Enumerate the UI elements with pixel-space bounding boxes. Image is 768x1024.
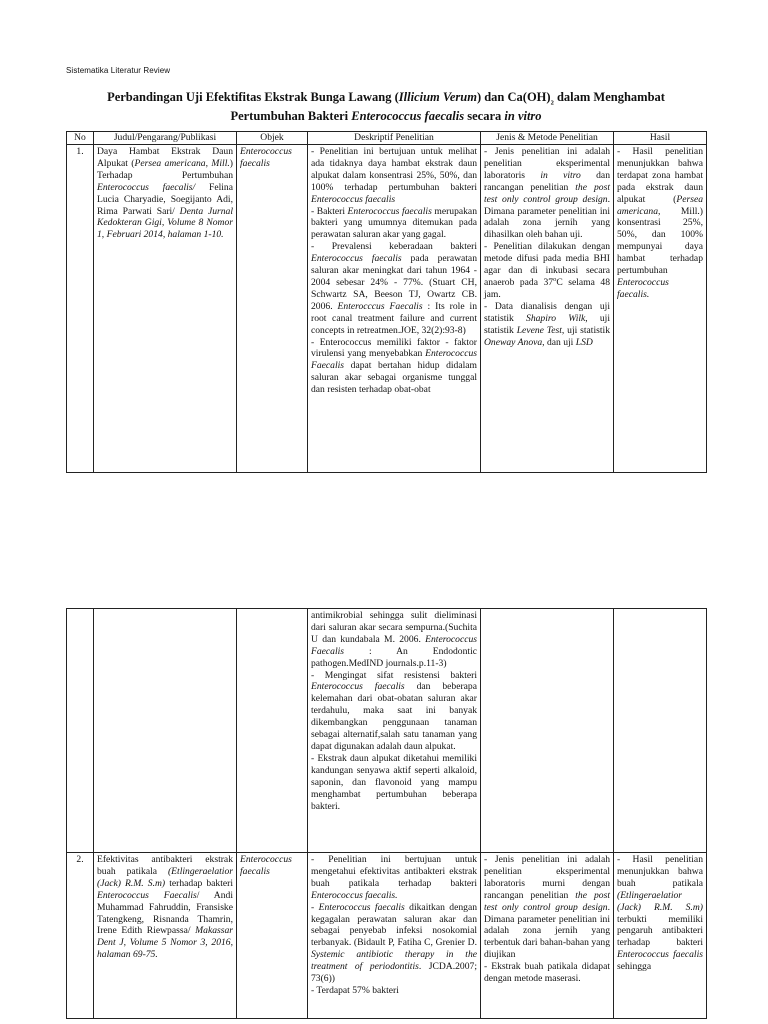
cell-deskriptif: - Penelitian ini bertujuan untuk melihat ada tidaknya daya hambat ekstrak daun alpukat dalam konsentrasi 25%, 50%, dan 100% terhadap pertumbuhan bakteri Enterococcus faecalis - Bakteri Enterococcus faecalis merupakan bakteri yang umumnya ditemukan pada perawatan saluran akar yang gagal. - Prevalensi keberadaan bakteri Enterococcus faecalis pada perawatan saluran akar meningkat dari tahun 1964 - 2004 sebesar 24% - 77%. (Stuart CH, Schwartz SA, Beeson TJ, Owartz CB. 2006. Enterocccus Faecalis : Its role in root canal treatment failure and current concepts in retreatmen.JOE, 32(2):93-8) - Enterococcus memiliki faktor - faktor virulensi yang menyebabkan Enterococcus Faecalis dapat bertahan hidup didalam saluran akar sebagai organisme tunggal dan resisten terhadap obat-obat	[308, 145, 481, 473]
header-objek: Objek	[237, 132, 308, 145]
cell-jenis-metode: - Jenis penelitian ini adalah penelitian eksperimental laboratoris in vitro dan rancangan penelitian the post test only control group design. Dimana parameter penelitian ini adalah zona jernih yang dihasilkan oleh bahan uji. - Penelitian dilakukan dengan metode difusi pada media BHI agar dan di inkubasi secara anaerob pada 37$^o$C selama 48 jam. - Data dianalisis dengan uji statistik Shapiro Wilk, uji statistik Levene Test, uji statistik Oneway Anova, dan uji LSD	[481, 145, 614, 473]
literature-table-part-1	[66, 131, 707, 473]
row-number: 2.	[67, 853, 94, 1019]
table-row	[67, 853, 707, 1019]
cell-hasil: - Hasil penelitian menunjukkan bahwa buah patikala (Etlingeraelatior (Jack) R.M. S.m) terbukti memiliki pengaruh antibakteri terhadap bakteri Enterococcus faecalis sehingga	[614, 853, 707, 1019]
header-hasil: Hasil	[614, 132, 707, 145]
document-header-label: Sistematika Literatur Review	[66, 66, 171, 75]
cell-objek: Enterococcus faecalis	[237, 145, 308, 473]
document-title	[66, 88, 706, 126]
title-line-2: Pertumbuhan Bakteri Enterococcus faecalis secara in vitro	[230, 109, 542, 123]
cell-judul: Daya Hambat Ekstrak Daun Alpukat (Persea americana, Mill.) Terhadap Pertumbuhan Enterococcus faecalis/ Felina Lucia Charyadie, Soegijanto Adi, Rima Parwati Sari/ Denta Jurnal Kedokteran Gigi, Volume 8 Nomor 1, Februari 2014, halaman 1-10.	[94, 145, 237, 473]
cell-hasil: - Hasil penelitian menunjukkan bahwa terdapat zona hambat pada ekstrak daun alpukat (Persea americana, Mill.) konsentrasi 25%, 50%, dan 100% mempunyai daya hambat terhadap pertumbuhan Enterococcus faecalis.	[614, 145, 707, 473]
row-number: 1.	[67, 145, 94, 473]
cell-jenis-metode	[481, 609, 614, 853]
header-judul: Judul/Pengarang/Publikasi	[94, 132, 237, 145]
table-header-row	[67, 132, 707, 145]
table-row	[67, 145, 707, 473]
cell-judul	[94, 609, 237, 853]
literature-table-part-2	[66, 608, 707, 1019]
cell-jenis-metode: - Jenis penelitian ini adalah penelitian eksperimental laboratoris murni dengan rancangan penelitian the post test only control group design. Dimana parameter penelitian ini adalah zona jernih yang terbentuk dari bahan-bahan yang diujikan - Ekstrak buah patikala didapat dengan metode maserasi.	[481, 853, 614, 1019]
cell-deskriptif: antimikrobial sehingga sulit dieliminasi dari saluran akar secara sempurna.(Suchita U dan kundabala M. 2006. Enterococcus Faecalis : An Endodontic pathogen.MedIND journals.p.11-3) - Mengingat sifat resistensi bakteri Enterococcus faecalis dan beberapa kelemahan dari obat-obatan saluran akar terdahulu, maka saat ini banyak dikembangkan penggunaan tanaman sebagai alternatif,salah satu tanaman yang dapat digunakan adalah daun alpukat. - Ekstrak daun alpukat diketahui memiliki kandungan senyawa aktif seperti alkaloid, saponin, dan flavonoid yang mampu menghambat pertumbuhan beberapa bakteri.	[308, 609, 481, 853]
cell-objek: Enterococcus faecalis	[237, 853, 308, 1019]
cell-hasil	[614, 609, 707, 853]
header-deskriptif: Deskriptif Penelitian	[308, 132, 481, 145]
header-jenis-metode: Jenis & Metode Penelitian	[481, 132, 614, 145]
row-number	[67, 609, 94, 853]
header-no: No	[67, 132, 94, 145]
cell-judul: Efektivitas antibakteri ekstrak buah patikala (Etlingeraelatior (Jack) R.M. S.m) terhadap bakteri Enterococcus Faecalis/ Andi Muhammad Fahruddin, Fransiske Tatengkeng, Risnanda Thamrin, Irene Edith Riewpassa/ Makassar Dent J, Volume 5 Nomor 3, 2016, halaman 69-75.	[94, 853, 237, 1019]
cell-objek	[237, 609, 308, 853]
table-row	[67, 609, 707, 853]
cell-deskriptif: - Penelitian ini bertujuan untuk mengetahui efektivitas antibakteri ekstrak buah patikala terhadap bakteri Enterococcus faecalis. - Enterococcus faecalis dikaitkan dengan kegagalan perawatan saluran akar dan sebagai penyebab infeksi nosokomial terbanyak. (Bidault P, Fatiha C, Grenier D. Systemic antibiotic therapy in the treatment of periodontitis. JCDA.2007; 73(6)) - Terdapat 57% bakteri	[308, 853, 481, 1019]
title-line-1: Perbandingan Uji Efektifitas Ekstrak Bunga Lawang (Illicium Verum) dan $Ca(OH)_2$ dalam Menghambat	[107, 90, 665, 107]
